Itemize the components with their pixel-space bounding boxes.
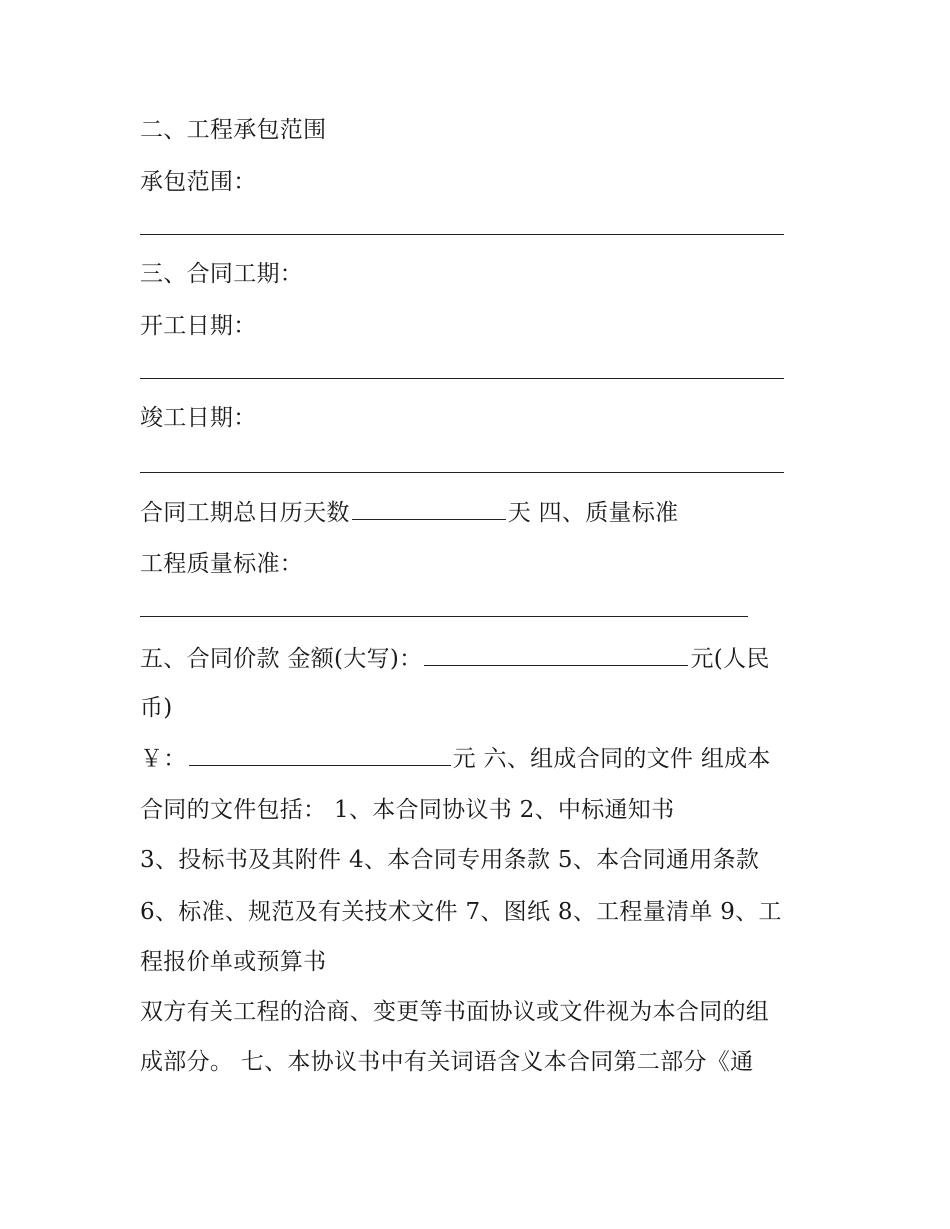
quality-standard-blank-line xyxy=(140,616,748,617)
amount-figures-line xyxy=(140,743,771,774)
currency-unit-text: 元(人民 xyxy=(690,646,770,672)
scope-blank-line xyxy=(140,234,784,235)
amount-words-blank xyxy=(424,643,688,666)
contract-docs-line-3: 6、标准、规范及有关技术文件 7、图纸 8、工程量清单 9、工 xyxy=(140,899,782,925)
start-date-label: 开工日期： xyxy=(140,313,257,339)
total-days-label: 合同工期总日历天数 xyxy=(140,500,350,526)
currency-unit-cont: 币) xyxy=(140,695,173,721)
contract-docs-line-2: 3、投标书及其附件 4、本合同专用条款 5、本合同通用条款 xyxy=(140,847,760,873)
paragraph-line-1: 双方有关工程的洽商、变更等书面协议或文件视为本合同的组 xyxy=(140,999,770,1025)
contract-price-line xyxy=(140,643,770,674)
start-date-blank-line xyxy=(140,378,784,379)
scope-label: 承包范围： xyxy=(140,169,257,195)
section-3-heading: 三、合同工期： xyxy=(140,261,304,287)
contract-docs-line-1: 合同的文件包括： 1、本合同协议书 2、中标通知书 xyxy=(140,797,675,823)
completion-date-blank-line xyxy=(140,472,784,473)
completion-date-label: 竣工日期： xyxy=(140,405,257,431)
amount-figures-blank xyxy=(189,743,451,766)
yuan-sign-label: ￥： xyxy=(140,746,187,772)
paragraph-line-2: 成部分。 七、本协议书中有关词语含义本合同第二部分《通 xyxy=(140,1049,754,1075)
total-days-blank xyxy=(352,497,506,520)
section-4-heading: 天 四、质量标准 xyxy=(507,500,679,526)
quality-standard-label: 工程质量标准： xyxy=(140,551,304,577)
section-6-heading: 元 六、组成合同的文件 组成本 xyxy=(452,746,771,772)
total-days-line xyxy=(140,497,678,528)
section-2-heading: 二、工程承包范围 xyxy=(140,117,327,143)
contract-price-label: 五、合同价款 金额(大写)： xyxy=(140,646,423,672)
contract-docs-line-4: 程报价单或预算书 xyxy=(140,949,327,975)
